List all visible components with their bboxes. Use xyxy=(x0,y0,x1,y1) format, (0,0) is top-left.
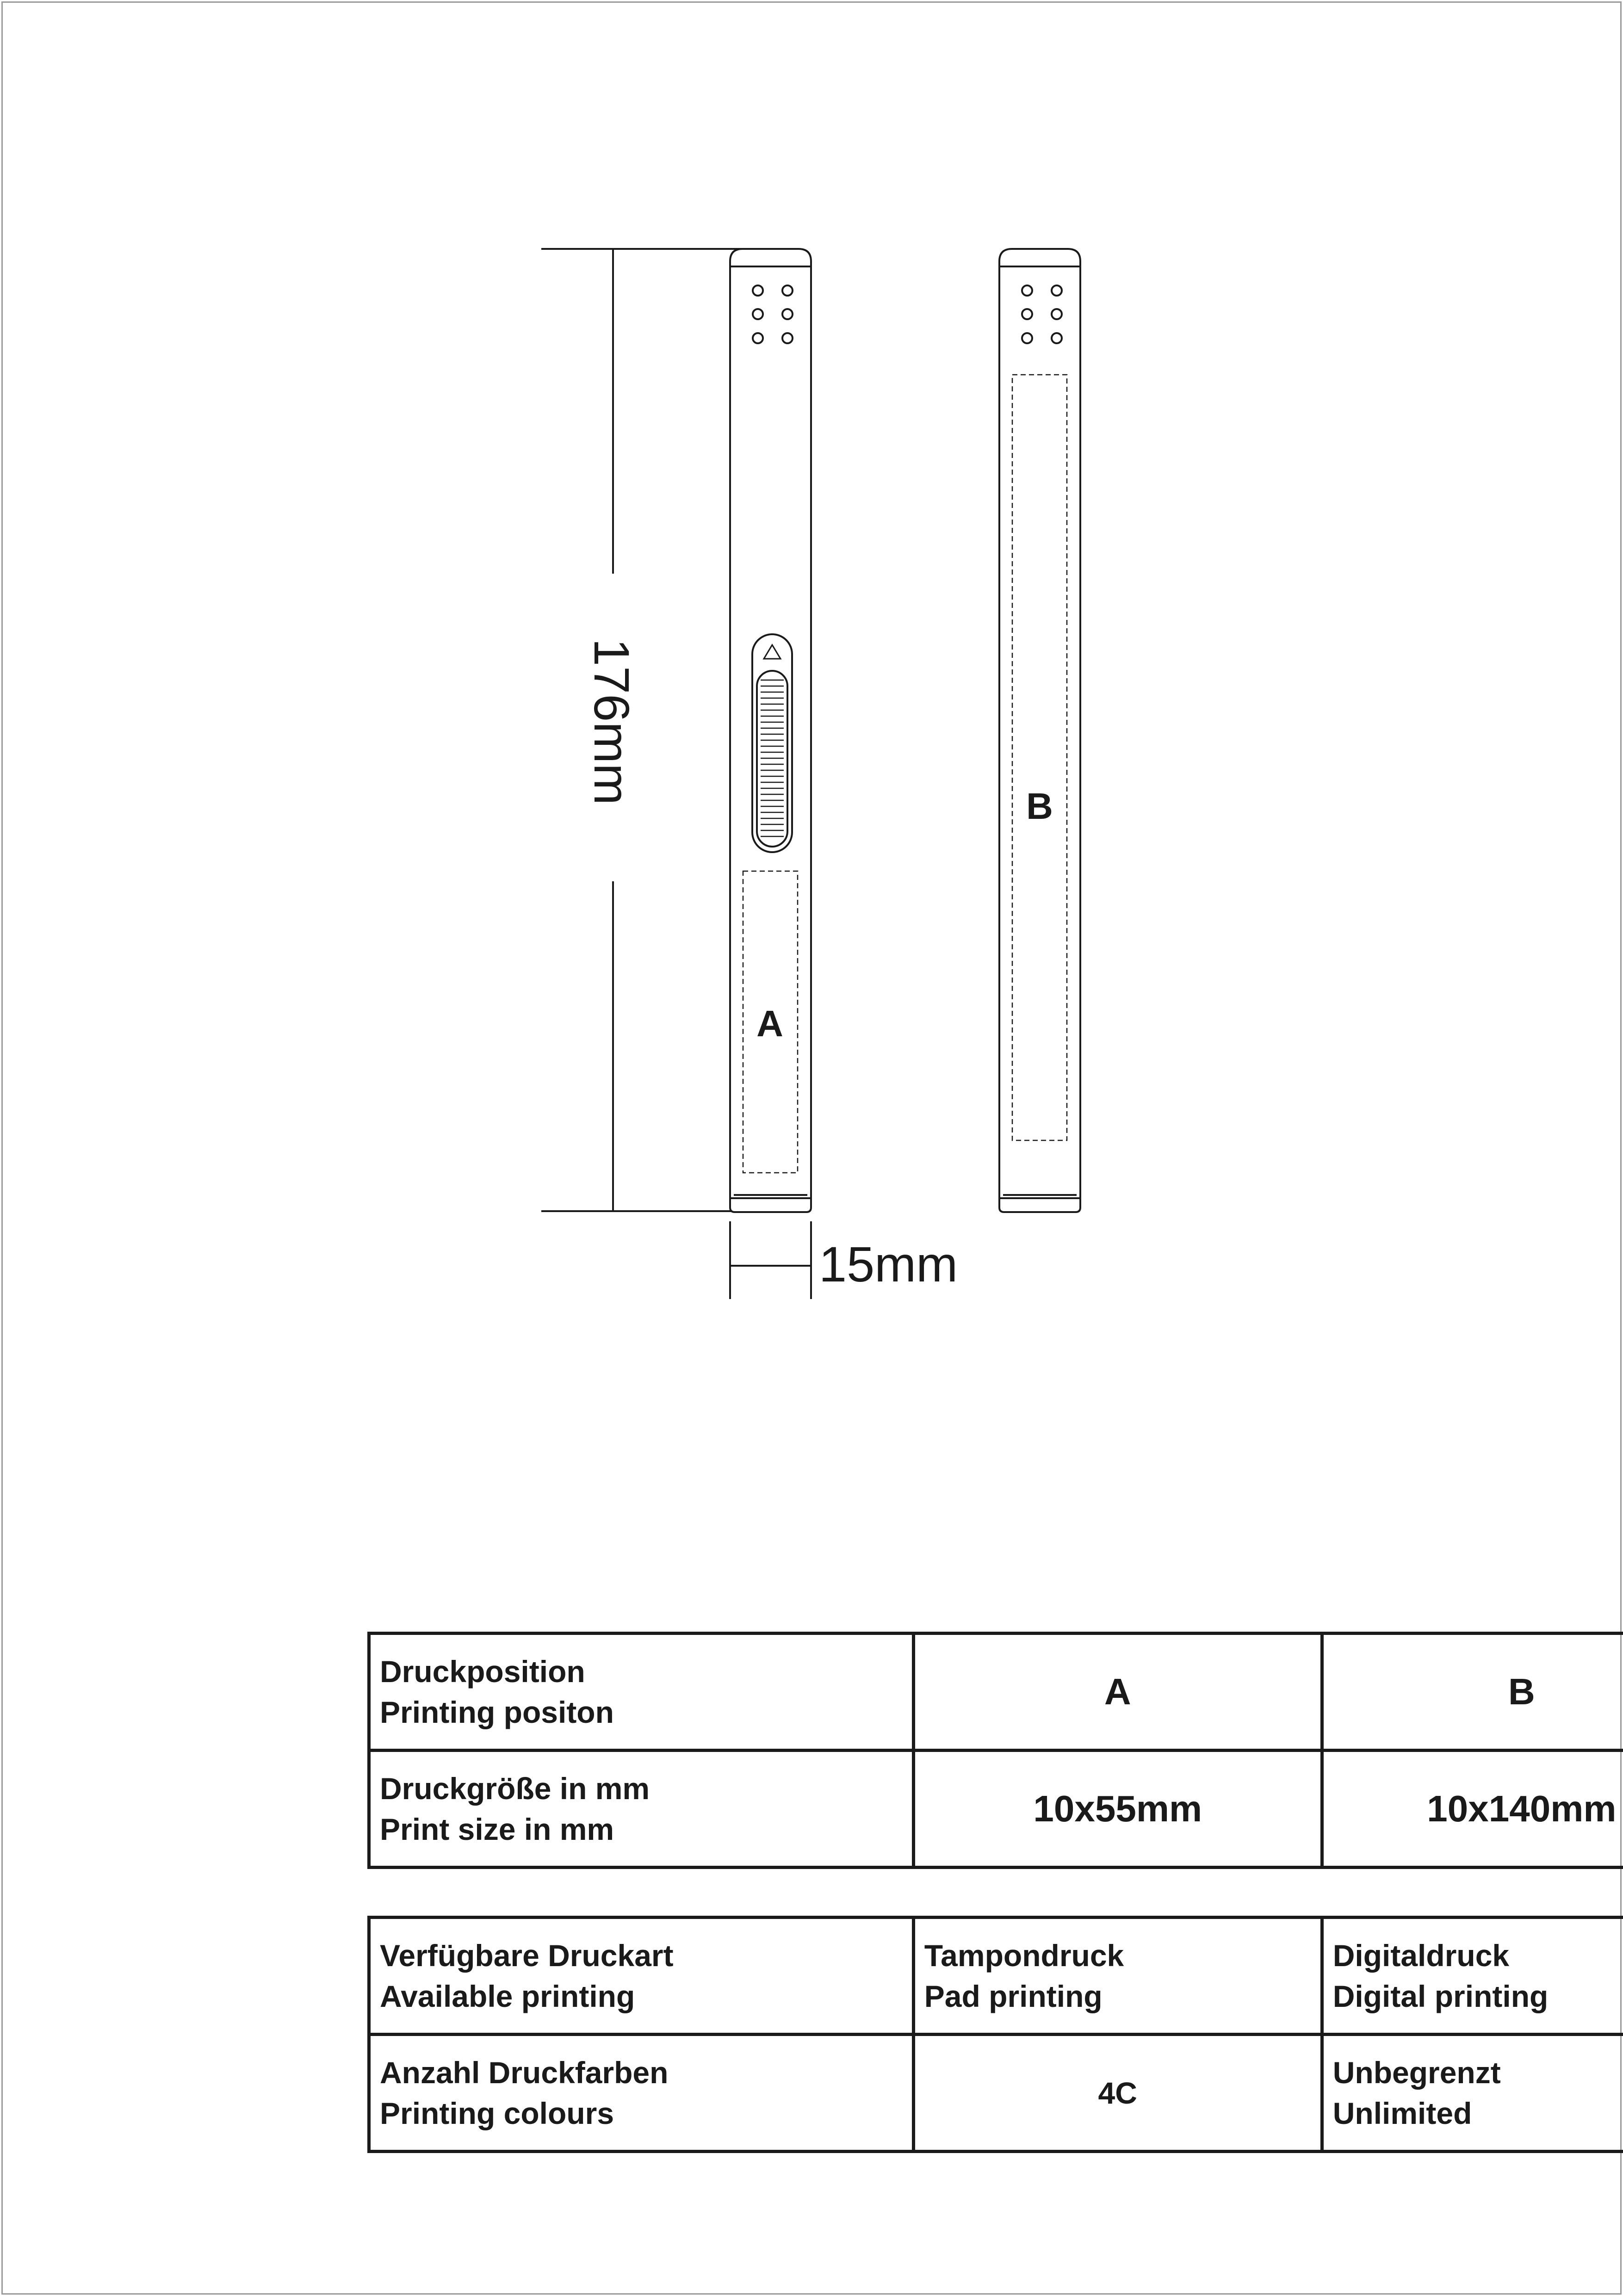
print-position-b-label: B xyxy=(1026,786,1053,827)
speaker-holes xyxy=(753,285,793,343)
row-label: Druckposition Printing positon xyxy=(369,1634,914,1751)
row-label: Anzahl Druckfarben Printing colours xyxy=(369,2035,914,2152)
print-area-b xyxy=(1012,375,1067,1140)
print-position-a-label: A xyxy=(756,1003,783,1044)
print-position-table xyxy=(367,1632,1623,1869)
print-size-b: 10x140mm xyxy=(1322,1751,1623,1868)
printing-colours-b: Unbegrenzt Unlimited xyxy=(1322,2035,1623,2152)
speaker-holes xyxy=(1022,285,1062,343)
printing-method-a: Tampondruck Pad printing xyxy=(913,1918,1322,2035)
table-row xyxy=(369,1634,1623,1751)
position-b-header: B xyxy=(1322,1634,1623,1751)
row-label: Verfügbare Druckart Available printing xyxy=(369,1918,914,2035)
pen-front-view xyxy=(730,249,811,1212)
table-row xyxy=(369,2035,1623,2152)
pen-back-view xyxy=(999,249,1080,1212)
printing-method-b: Digitaldruck Digital printing xyxy=(1322,1918,1623,2035)
printing-colours-a: 4C xyxy=(913,2035,1322,2152)
slider-button xyxy=(752,634,792,852)
height-dimension xyxy=(541,249,746,1211)
height-label: 176mm xyxy=(584,638,640,805)
position-a-header: A xyxy=(913,1634,1322,1751)
table-row xyxy=(369,1918,1623,2035)
width-label: 15mm xyxy=(819,1236,958,1292)
width-dimension xyxy=(730,1221,811,1299)
row-label: Druckgröße in mm Print size in mm xyxy=(369,1751,914,1868)
table-row xyxy=(369,1751,1623,1868)
printing-method-table xyxy=(367,1916,1623,2153)
print-size-a: 10x55mm xyxy=(913,1751,1322,1868)
